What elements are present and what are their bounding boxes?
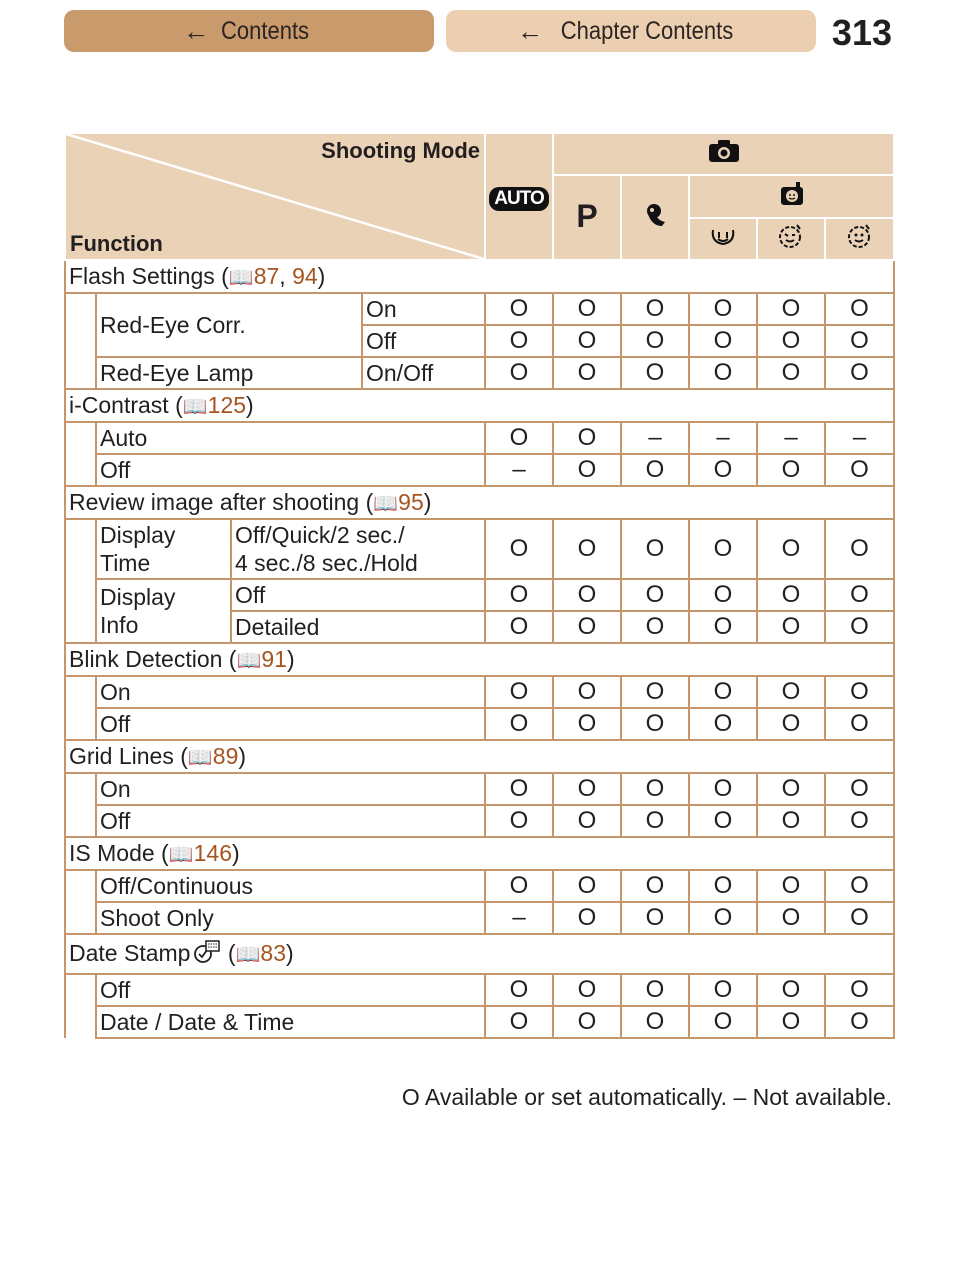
availability-mark: O bbox=[689, 870, 757, 902]
page-number: 313 bbox=[831, 12, 892, 53]
availability-mark: O bbox=[825, 454, 894, 486]
option-label: Off bbox=[96, 708, 485, 740]
table-row bbox=[65, 708, 894, 740]
availability-mark: O bbox=[485, 773, 553, 805]
availability-mark: O bbox=[757, 676, 825, 708]
availability-mark: O bbox=[553, 708, 621, 740]
availability-mark: O bbox=[689, 357, 757, 389]
page-link[interactable]: 95 bbox=[398, 488, 424, 515]
table-row bbox=[65, 519, 894, 579]
indent-cell bbox=[65, 519, 96, 643]
option-label: Date / Date & Time bbox=[96, 1006, 485, 1038]
availability-mark: O bbox=[621, 293, 689, 325]
availability-mark: O bbox=[825, 519, 894, 579]
smart-shutter-header bbox=[689, 175, 894, 218]
option-label: Off bbox=[96, 805, 485, 837]
availability-mark: O bbox=[621, 676, 689, 708]
indent-cell bbox=[65, 293, 96, 389]
availability-mark: O bbox=[757, 773, 825, 805]
date-stamp-row bbox=[65, 934, 894, 974]
availability-mark: O bbox=[553, 611, 621, 643]
back-arrow-icon: ← bbox=[182, 15, 209, 46]
availability-mark: O bbox=[553, 454, 621, 486]
availability-mark: O bbox=[485, 579, 553, 611]
header-corner bbox=[65, 133, 485, 260]
book-icon: 📖 bbox=[228, 266, 254, 289]
availability-mark: O bbox=[825, 805, 894, 837]
availability-mark: O bbox=[825, 325, 894, 357]
availability-mark: O bbox=[757, 325, 825, 357]
availability-mark: O bbox=[553, 1006, 621, 1038]
availability-mark: O bbox=[689, 519, 757, 579]
table-row bbox=[65, 293, 894, 325]
availability-mark: O bbox=[485, 708, 553, 740]
contents-label: Contents bbox=[220, 16, 310, 45]
availability-mark: O bbox=[757, 902, 825, 934]
availability-mark: – bbox=[621, 422, 689, 454]
availability-mark: O bbox=[485, 357, 553, 389]
book-icon: 📖 bbox=[373, 492, 399, 515]
p-mode-header bbox=[553, 175, 621, 260]
page-link[interactable]: 91 bbox=[261, 645, 287, 672]
availability-mark: O bbox=[689, 974, 757, 1006]
availability-mark: – bbox=[485, 902, 553, 934]
table-row bbox=[65, 805, 894, 837]
availability-mark: O bbox=[485, 676, 553, 708]
shooting-mode-label: Shooting Mode bbox=[321, 138, 480, 163]
availability-mark: O bbox=[553, 293, 621, 325]
availability-mark: O bbox=[757, 611, 825, 643]
smile-icon bbox=[709, 224, 737, 248]
availability-mark: – bbox=[757, 422, 825, 454]
function-table bbox=[64, 132, 895, 1039]
option-label: Off bbox=[96, 974, 485, 1006]
availability-mark: O bbox=[757, 974, 825, 1006]
availability-mark: O bbox=[757, 1006, 825, 1038]
availability-mark: O bbox=[621, 611, 689, 643]
availability-mark: O bbox=[689, 454, 757, 486]
blink-detection-row bbox=[65, 643, 894, 676]
availability-mark: O bbox=[485, 1006, 553, 1038]
book-icon: 📖 bbox=[235, 944, 261, 966]
availability-mark: O bbox=[553, 422, 621, 454]
availability-mark: O bbox=[621, 974, 689, 1006]
availability-mark: O bbox=[621, 805, 689, 837]
availability-mark: O bbox=[553, 676, 621, 708]
availability-mark: O bbox=[757, 805, 825, 837]
option-label: Off bbox=[362, 325, 485, 357]
availability-mark: O bbox=[757, 708, 825, 740]
table-row bbox=[65, 579, 894, 611]
p-mode-icon: P bbox=[576, 198, 598, 234]
table-row bbox=[65, 1006, 894, 1038]
table-row bbox=[65, 454, 894, 486]
availability-mark: O bbox=[621, 1006, 689, 1038]
review-image-row bbox=[65, 486, 894, 519]
availability-mark: O bbox=[689, 579, 757, 611]
flash-settings-row bbox=[65, 260, 894, 293]
availability-mark: O bbox=[485, 974, 553, 1006]
availability-mark: O bbox=[825, 974, 894, 1006]
smile-header bbox=[689, 218, 757, 260]
availability-mark: O bbox=[825, 293, 894, 325]
availability-mark: O bbox=[689, 805, 757, 837]
table-row bbox=[65, 773, 894, 805]
availability-mark: O bbox=[825, 708, 894, 740]
option-label: On bbox=[362, 293, 485, 325]
availability-mark: O bbox=[757, 870, 825, 902]
camera-header bbox=[553, 133, 894, 175]
indent-cell bbox=[65, 422, 96, 486]
availability-mark: O bbox=[553, 357, 621, 389]
availability-mark: O bbox=[757, 293, 825, 325]
availability-mark: – bbox=[825, 422, 894, 454]
availability-mark: O bbox=[485, 611, 553, 643]
availability-mark: O bbox=[621, 773, 689, 805]
availability-mark: O bbox=[553, 519, 621, 579]
book-icon: 📖 bbox=[168, 843, 194, 866]
page-link[interactable]: 87 bbox=[253, 262, 280, 289]
smart-shutter-icon bbox=[779, 182, 805, 206]
display-time-label: Display Time bbox=[96, 519, 231, 579]
icontrast-label: i-Contrast (📖125) bbox=[65, 389, 894, 422]
availability-mark: O bbox=[689, 611, 757, 643]
availability-mark: O bbox=[621, 454, 689, 486]
portrait-header bbox=[621, 175, 689, 260]
availability-mark: O bbox=[621, 870, 689, 902]
table-row bbox=[65, 422, 894, 454]
availability-mark: O bbox=[757, 454, 825, 486]
availability-mark: O bbox=[621, 708, 689, 740]
camera-icon bbox=[708, 139, 740, 163]
table-row bbox=[65, 974, 894, 1006]
availability-mark: O bbox=[485, 293, 553, 325]
page-link[interactable]: 83 bbox=[260, 940, 287, 966]
page-link[interactable]: 89 bbox=[212, 742, 239, 769]
availability-mark: O bbox=[621, 579, 689, 611]
grid-lines-label: Grid Lines (📖89) bbox=[65, 740, 894, 773]
option-label: Off bbox=[231, 579, 485, 611]
function-label: Function bbox=[70, 231, 163, 256]
indent-cell bbox=[65, 773, 96, 837]
page-link[interactable]: 125 bbox=[207, 391, 247, 418]
availability-mark: O bbox=[485, 519, 553, 579]
availability-mark: O bbox=[825, 773, 894, 805]
availability-mark: – bbox=[485, 454, 553, 486]
portrait-icon bbox=[643, 202, 667, 228]
option-label: On bbox=[96, 676, 485, 708]
wink-timer-icon bbox=[777, 223, 805, 249]
availability-mark: O bbox=[689, 325, 757, 357]
is-mode-label: IS Mode (📖146) bbox=[65, 837, 894, 870]
availability-mark: O bbox=[825, 870, 894, 902]
back-arrow-icon: ← bbox=[517, 15, 544, 46]
availability-mark: O bbox=[757, 357, 825, 389]
availability-mark: O bbox=[621, 325, 689, 357]
face-timer-icon bbox=[846, 223, 874, 249]
auto-mode-header bbox=[485, 133, 553, 260]
availability-mark: O bbox=[553, 773, 621, 805]
flash-settings-label: Flash Settings (📖87, 94) bbox=[65, 260, 894, 293]
availability-mark: O bbox=[689, 902, 757, 934]
availability-mark: O bbox=[689, 1006, 757, 1038]
availability-mark: O bbox=[485, 805, 553, 837]
red-eye-lamp-label: Red-Eye Lamp bbox=[96, 357, 362, 389]
book-icon: 📖 bbox=[187, 746, 213, 769]
book-icon: 📖 bbox=[182, 395, 208, 418]
availability-mark: O bbox=[621, 902, 689, 934]
table-row bbox=[65, 357, 894, 389]
availability-mark: O bbox=[485, 422, 553, 454]
table-row bbox=[65, 870, 894, 902]
availability-mark: O bbox=[621, 357, 689, 389]
availability-mark: O bbox=[757, 519, 825, 579]
availability-mark: O bbox=[825, 1006, 894, 1038]
availability-mark: O bbox=[553, 579, 621, 611]
auto-mode-icon: AUTO bbox=[489, 187, 548, 211]
page-link[interactable]: 146 bbox=[193, 839, 232, 866]
red-eye-corr-label: Red-Eye Corr. bbox=[96, 293, 362, 357]
option-label: Shoot Only bbox=[96, 902, 485, 934]
indent-cell bbox=[65, 974, 96, 1038]
legend-note: O Available or set automatically. – Not available. bbox=[401, 1084, 892, 1110]
availability-mark: O bbox=[825, 357, 894, 389]
availability-mark: O bbox=[689, 773, 757, 805]
availability-mark: O bbox=[553, 902, 621, 934]
option-label: Detailed bbox=[231, 611, 485, 643]
availability-mark: O bbox=[825, 902, 894, 934]
option-label: Off/Quick/2 sec./ 4 sec./8 sec./Hold bbox=[231, 519, 485, 579]
indent-cell bbox=[65, 870, 96, 934]
page-link[interactable]: 94 bbox=[292, 262, 318, 289]
availability-mark: O bbox=[485, 870, 553, 902]
indent-cell bbox=[65, 676, 96, 740]
icontrast-row bbox=[65, 389, 894, 422]
availability-mark: O bbox=[553, 325, 621, 357]
availability-mark: O bbox=[825, 579, 894, 611]
availability-mark: O bbox=[689, 708, 757, 740]
date-stamp-label: Date Stamp (📖83) bbox=[65, 934, 894, 974]
availability-mark: – bbox=[689, 422, 757, 454]
availability-mark: O bbox=[689, 293, 757, 325]
availability-mark: O bbox=[553, 870, 621, 902]
option-label: Off bbox=[96, 454, 485, 486]
availability-mark: O bbox=[825, 611, 894, 643]
blink-detection-label: Blink Detection (📖91) bbox=[65, 643, 894, 676]
display-info-label: Display Info bbox=[96, 579, 231, 643]
availability-mark: O bbox=[553, 974, 621, 1006]
availability-mark: O bbox=[757, 579, 825, 611]
availability-mark: O bbox=[553, 805, 621, 837]
availability-mark: O bbox=[825, 676, 894, 708]
table-row bbox=[65, 676, 894, 708]
availability-mark: O bbox=[621, 519, 689, 579]
wink-timer-header bbox=[757, 218, 825, 260]
grid-lines-row bbox=[65, 740, 894, 773]
table-row bbox=[65, 902, 894, 934]
chapter-contents-button[interactable] bbox=[446, 10, 816, 52]
option-label: On/Off bbox=[362, 357, 485, 389]
face-timer-header bbox=[825, 218, 894, 260]
option-label: On bbox=[96, 773, 485, 805]
contents-button[interactable] bbox=[64, 10, 434, 52]
date-stamp-icon bbox=[193, 939, 221, 965]
option-label: Off/Continuous bbox=[96, 870, 485, 902]
chapter-contents-label: Chapter Contents bbox=[560, 16, 734, 45]
availability-mark: O bbox=[689, 676, 757, 708]
review-image-label: Review image after shooting (📖95) bbox=[65, 486, 894, 519]
option-label: Auto bbox=[96, 422, 485, 454]
is-mode-row bbox=[65, 837, 894, 870]
availability-mark: O bbox=[485, 325, 553, 357]
book-icon: 📖 bbox=[236, 649, 262, 672]
